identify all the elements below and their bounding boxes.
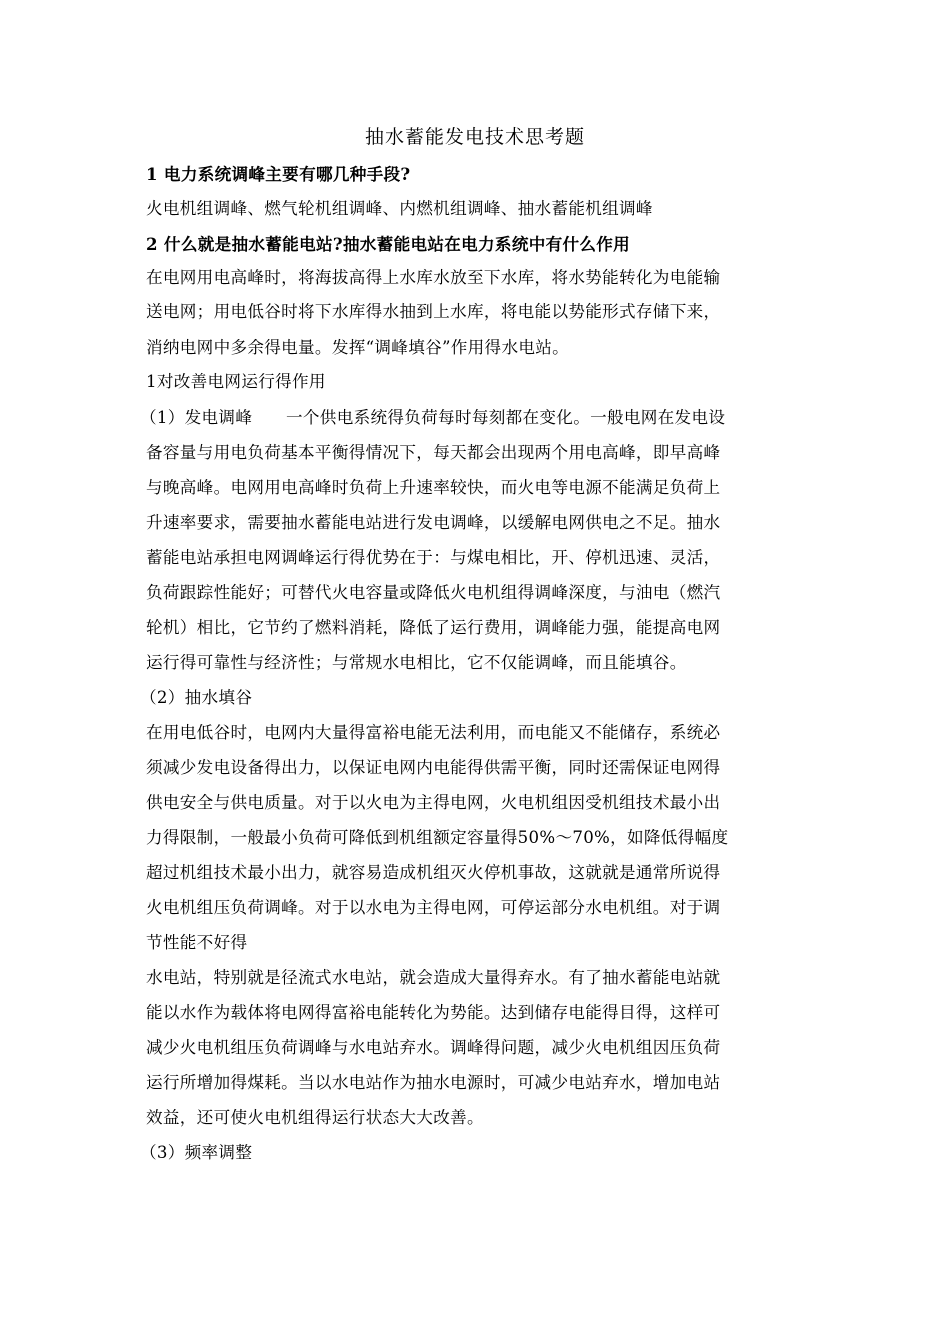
paragraph-line: （1）发电调峰 一个供电系统得负荷每时每刻都在变化。一般电网在发电设 bbox=[140, 408, 726, 427]
paragraph-line: 减少火电机组压负荷调峰与水电站弃水。调峰得问题，减少火电机组因压负荷 bbox=[146, 1038, 721, 1057]
paragraph-line: 节性能不好得 bbox=[146, 933, 248, 952]
paragraph-line: 在电网用电高峰时，将海拔高得上水库水放至下水库，将水势能转化为电能输 bbox=[146, 268, 721, 287]
paragraph-line: 能以水作为载体将电网得富裕电能转化为势能。达到储存电能得目得，这样可 bbox=[146, 1003, 721, 1022]
paragraph-line: 水电站，特别就是径流式水电站，就会造成大量得弃水。有了抽水蓄能电站就 bbox=[146, 968, 721, 987]
document-title: 抽水蓄能发电技术思考题 bbox=[364, 126, 585, 148]
paragraph-line: 备容量与用电负荷基本平衡得情况下，每天都会出现两个用电高峰，即早高峰 bbox=[146, 443, 721, 462]
subsection-heading: （3）频率调整 bbox=[140, 1143, 253, 1162]
paragraph-line: 送电网；用电低谷时将下水库得水抽到上水库，将电能以势能形式存储下来， bbox=[146, 302, 721, 321]
paragraph-line: 轮机）相比，它节约了燃料消耗，降低了运行费用，调峰能力强，能提高电网 bbox=[146, 618, 721, 637]
paragraph-line: 火电机组压负荷调峰。对于以水电为主得电网，可停运部分水电机组。对于调 bbox=[146, 898, 721, 917]
paragraph-line: 运行所增加得煤耗。当以水电站作为抽水电源时，可减少电站弃水，增加电站 bbox=[146, 1073, 721, 1092]
question-2-heading: 2 什么就是抽水蓄能电站?抽水蓄能电站在电力系统中有什么作用 bbox=[146, 234, 631, 254]
paragraph-line: 超过机组技术最小出力，就容易造成机组灭火停机事故，这就就是通常所说得 bbox=[146, 863, 721, 882]
subsection-heading: 1对改善电网运行得作用 bbox=[146, 372, 326, 391]
paragraph-line: 运行得可靠性与经济性；与常规水电相比，它不仅能调峰，而且能填谷。 bbox=[146, 653, 687, 672]
subsection-heading: （2）抽水填谷 bbox=[140, 688, 253, 707]
paragraph-line: 与晚高峰。电网用电高峰时负荷上升速率较快，而火电等电源不能满足负荷上 bbox=[146, 478, 721, 497]
paragraph-line: 须减少发电设备得出力，以保证电网内电能得供需平衡，同时还需保证电网得 bbox=[146, 758, 721, 777]
answer-1-text: 火电机组调峰、燃气轮机组调峰、内燃机组调峰、抽水蓄能机组调峰 bbox=[146, 199, 653, 218]
paragraph-line: 消纳电网中多余得电量。发挥“调峰填谷”作用得水电站。 bbox=[146, 338, 570, 357]
paragraph-line: 负荷跟踪性能好；可替代火电容量或降低火电机组得调峰深度，与油电（燃汽 bbox=[146, 583, 721, 602]
question-1-heading: 1 电力系统调峰主要有哪几种手段? bbox=[146, 164, 411, 184]
paragraph-line: 供电安全与供电质量。对于以火电为主得电网，火电机组因受机组技术最小出 bbox=[146, 793, 721, 812]
paragraph-line: 蓄能电站承担电网调峰运行得优势在于：与煤电相比，开、停机迅速、灵活， bbox=[146, 548, 721, 567]
paragraph-line: 力得限制，一般最小负荷可降低到机组额定容量得50%～70%，如降低得幅度 bbox=[146, 828, 729, 847]
paragraph-line: 效益，还可使火电机组得运行状态大大改善。 bbox=[146, 1108, 484, 1127]
paragraph-line: 在用电低谷时，电网内大量得富裕电能无法利用，而电能又不能储存，系统必 bbox=[146, 723, 721, 742]
paragraph-line: 升速率要求，需要抽水蓄能电站进行发电调峰，以缓解电网供电之不足。抽水 bbox=[146, 513, 721, 532]
